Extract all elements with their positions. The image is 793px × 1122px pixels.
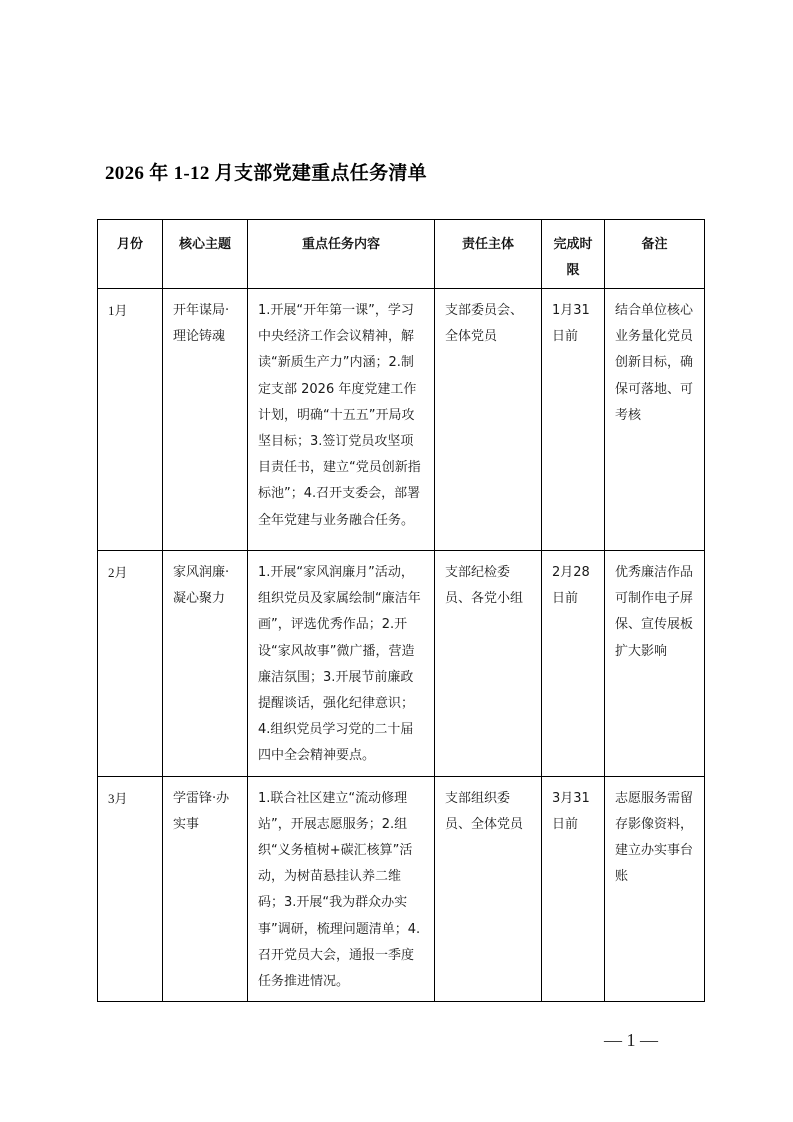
document-title: 2026 年 1-12 月支部党建重点任务清单 [105, 163, 427, 184]
table-row [98, 776, 705, 1002]
cell-theme: 学雷锋·办实事 [163, 776, 248, 1002]
cell-month: 2月 [98, 551, 163, 777]
header-deadline-text: 完成时限 [553, 237, 593, 278]
cell-theme: 家风润廉·凝心聚力 [163, 551, 248, 777]
task-table [97, 219, 705, 1002]
cell-owner: 支部组织委员、全体党员 [435, 776, 542, 1002]
cell-month: 1月 [98, 289, 163, 551]
header-content: 重点任务内容 [248, 220, 435, 289]
cell-deadline: 2月28日前 [542, 551, 605, 777]
cell-month: 3月 [98, 776, 163, 1002]
cell-deadline: 3月31日前 [542, 776, 605, 1002]
cell-owner: 支部纪检委员、各党小组 [435, 551, 542, 777]
cell-owner: 支部委员会、全体党员 [435, 289, 542, 551]
header-owner: 责任主体 [435, 220, 542, 289]
header-theme: 核心主题 [163, 220, 248, 289]
cell-content: 1.联合社区建立“流动修理站”，开展志愿服务；2.组织“义务植树+碳汇核算”活动，为树苗悬挂认养二维码；3.开展“我为群众办实事”调研，梳理问题清单；4.召开党员大会，通报一季度任务推进情况。 [248, 776, 435, 1002]
cell-remark: 结合单位核心业务量化党员创新目标，确保可落地、可考核 [605, 289, 705, 551]
cell-deadline: 1月31日前 [542, 289, 605, 551]
header-remark: 备注 [605, 220, 705, 289]
table-header-row [98, 220, 705, 289]
table-row [98, 289, 705, 551]
cell-content: 1.开展“开年第一课”，学习中央经济工作会议精神，解读“新质生产力”内涵；2.制定支部 2026 年度党建工作计划，明确“十五五”开局攻坚目标；3.签订党员攻坚项目责任书，建立“党员创新指标池”；4.召开支委会，部署全年党建与业务融合任务。 [248, 289, 435, 551]
table-row [98, 551, 705, 777]
cell-remark: 优秀廉洁作品可制作电子屏保、宣传展板扩大影响 [605, 551, 705, 777]
cell-content: 1.开展“家风润廉月”活动，组织党员及家属绘制“廉洁年画”，评选优秀作品；2.开设“家风故事”微广播，营造廉洁氛围；3.开展节前廉政提醒谈话，强化纪律意识；4.组织党员学习党的二十届四中全会精神要点。 [248, 551, 435, 777]
header-deadline [542, 220, 605, 289]
cell-theme: 开年谋局·理论铸魂 [163, 289, 248, 551]
cell-remark: 志愿服务需留存影像资料，建立办实事台账 [605, 776, 705, 1002]
header-month: 月份 [98, 220, 163, 289]
page-number: — 1 — [604, 1030, 658, 1050]
